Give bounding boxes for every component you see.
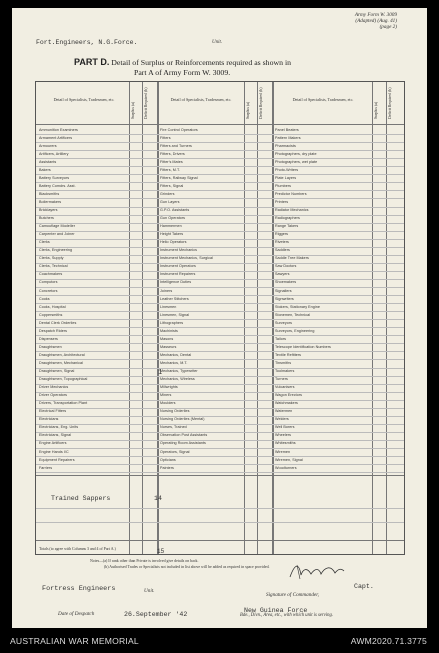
col3-item: Welders — [275, 417, 289, 422]
form-page — [12, 8, 427, 628]
col2-item: Miners — [160, 393, 172, 398]
col3-item: Pharmacists — [275, 143, 296, 148]
col1-item: Engine Hands I/C — [39, 449, 69, 454]
col3-item: Signwriters — [275, 296, 294, 301]
col2-item: Operating Room Assistants — [160, 441, 206, 446]
despatch-date: 26.September '42 — [124, 611, 188, 618]
unit-label: Unit. — [212, 40, 223, 45]
col3-item: Photo-Writers — [275, 167, 299, 172]
col1-item: Clerks — [39, 240, 50, 245]
part-label: PART D. — [74, 57, 110, 67]
col3-item: Stokers, Stationary Engine — [275, 304, 320, 309]
col3-item: Riveters — [275, 240, 289, 245]
form-number: Army Form W. 3009 (Adapted) (Aug. 41) (page 2) — [354, 12, 397, 30]
col1-item: Ammunition Examiners — [39, 127, 78, 132]
col1-item: Dispensers — [39, 336, 58, 341]
col2-item: Linesmen, Signal — [160, 312, 190, 317]
despatch-label: Date of Despatch — [58, 611, 95, 617]
col2-item: Machinists — [160, 328, 178, 333]
trained-sappers-value: 14 — [154, 495, 162, 502]
col3-item: Sawyers — [275, 272, 290, 277]
col2-item: Joiners — [160, 288, 173, 293]
col3-item: Signallers — [275, 288, 292, 293]
col3-item: Turners — [275, 377, 288, 382]
notes: Notes—(a) If rank other than Private is involved give details on back. (b) Authorised Trades or Specialists not included in list above will be added as required in space provided. — [90, 559, 270, 569]
col3-item: Panel Beaters — [275, 127, 299, 132]
col2-item: Intelligence Duties — [160, 280, 192, 285]
col2-item: Mechanics, Wireless — [160, 377, 195, 382]
col1-item: Coachmakers — [39, 272, 63, 277]
col3-item: Photographers, dry plate — [275, 151, 317, 156]
col2-item: Mechanics, Typewriter — [160, 369, 198, 373]
col1-item: Butchers — [39, 216, 54, 221]
col2-item: Instrument Mechanics, Surgical — [160, 256, 213, 261]
col2-item: Fitters, Signal — [160, 183, 184, 188]
col1-item: Clerks, Engineering — [39, 248, 73, 253]
col2-item: Gun Operators — [160, 216, 186, 221]
formation-typed: New Guinea Force — [244, 607, 308, 614]
col1-item: Draughtsmen, Signal — [39, 369, 75, 373]
col3-item: Riggers — [275, 232, 289, 237]
col3-item: Radiator Mechanics — [275, 208, 309, 212]
trained-sappers-label: Trained Sappers — [51, 495, 111, 502]
col1-item: Battery Surveyors — [39, 175, 70, 180]
col1-item: Draughtsmen, Mechanical — [39, 360, 83, 365]
col1-item: Clerks, Technical — [39, 264, 68, 269]
col1-item: Camouflage Modeller — [39, 224, 75, 229]
col1-header: Detail of Specialists, Tradesmen, etc. — [53, 97, 115, 102]
col2-item: Operators, Signal — [160, 449, 190, 454]
col2-deficit-header: Deficit Required (b) — [259, 87, 263, 119]
col1-item: Engine Artificers — [39, 441, 67, 446]
col1-item: Blacksmiths — [39, 191, 60, 196]
col2-item: Masons — [160, 336, 174, 341]
col3-item: Plate Layers — [275, 175, 297, 180]
col3-item: Shoemakers — [275, 280, 297, 285]
col3-item: Saddlers — [275, 248, 290, 253]
col2-item: Moulders — [160, 401, 176, 406]
col2-item: Masseurs — [160, 344, 177, 349]
col2-item: Instrument Mechanics — [160, 248, 198, 253]
col2-item: Fitters, M.T. — [160, 167, 180, 172]
col2-item: G.P.O. Assistants — [160, 208, 190, 212]
col1-item: Clerks, Supply — [39, 256, 64, 261]
col1-item: Armourers — [39, 143, 57, 148]
col1-item: Draughtsmen, Architectural — [39, 352, 85, 357]
col1-item: Cooks, Hospital — [39, 304, 66, 309]
col2-item: Fitters, Railway Signal — [160, 175, 198, 180]
col3-item: Tinsmiths — [275, 360, 292, 365]
col3-item: Surveyors, Engineering — [275, 328, 315, 333]
col1-item: Electricians, Eng. Units — [39, 425, 79, 430]
col2-item: Fitters, Drivers — [160, 151, 185, 156]
col1-item: Driver Mechanics — [39, 385, 69, 390]
caption-source: AUSTRALIAN WAR MEMORIAL — [10, 636, 139, 646]
col3-item: Radiographers — [275, 216, 300, 221]
col1-item: Dental Clerk Orderlies — [39, 320, 77, 325]
rank-typed: Capt. — [354, 583, 374, 590]
caption-accession: AWM2020.71.3775 — [350, 636, 427, 646]
col2-item: Painters — [160, 465, 174, 470]
col2-item: Grinders — [160, 191, 175, 196]
col2-item: Nursing Orderlies (Mental) — [160, 417, 205, 422]
col1-item: Bakers — [39, 167, 51, 172]
col3-item: Woodturners — [275, 465, 297, 470]
col1-item: Concretors — [39, 288, 58, 293]
col3-item: Toolmakers — [275, 369, 295, 373]
title-line-1: Detail of Surplus or Reinforcements required as shown in — [111, 58, 292, 67]
col3-item: Telescope Identification Numbers — [275, 344, 331, 349]
col1-deficit-header: Deficit Required (b) — [144, 87, 148, 119]
col3-item: Saw Doctors — [275, 264, 297, 269]
specialists-table — [35, 81, 405, 555]
col2-item: Instrument Operators — [160, 264, 196, 269]
col3-item: Vulcanisers — [275, 385, 295, 390]
col2-item: Mechanics, Dental — [160, 352, 192, 357]
title-line-2: Part A of Army Form W. 3009. — [134, 68, 231, 77]
col2-item: Observation Post Assistants — [160, 433, 208, 438]
col3-item: Wheelers — [275, 433, 291, 438]
unit-typed: Fort.Engineers, N.G.Force. — [36, 39, 138, 46]
col2-item: Opticians — [160, 457, 176, 462]
col1-item: Draughtsmen, Topographical — [39, 377, 88, 382]
col3-item: Whitesmiths — [275, 441, 296, 446]
col2-item: Leather Stitchers — [160, 296, 189, 301]
col1-item: Carpenter and Joiner — [39, 232, 75, 237]
signature-label: Signature of Commander, — [266, 592, 319, 598]
col1-item: Computors — [39, 280, 58, 285]
footer-unit-label: Unit. — [144, 588, 155, 594]
col3-item: Well Borers — [275, 425, 295, 430]
col2-item: Gun Layers — [160, 199, 180, 204]
col1-item: Artificers, Artillery — [39, 151, 69, 156]
draughtsmen-signal-value: 1 — [158, 369, 163, 377]
col1-item: Equipment Repairers — [39, 457, 75, 462]
col2-item: Hammermen — [160, 224, 182, 229]
col2-item: Fitters — [160, 135, 171, 140]
col2-item: Fitters and Turners — [160, 143, 192, 148]
col1-item: Battery Comdrs. Asst. — [39, 183, 76, 188]
col3-deficit-header: Deficit Required (b) — [388, 87, 392, 119]
part-title — [74, 57, 292, 77]
col1-item: Drivers, Transportation Plant — [39, 401, 88, 406]
totals-value: 15 — [157, 548, 165, 555]
col1-item: Draughtsmen — [39, 344, 62, 349]
footer-unit-typed: Fortress Engineers — [42, 585, 116, 593]
col3-item: Printers — [275, 199, 289, 204]
col1-item: Armament Artificers — [39, 135, 73, 140]
col2-item: Height Takers — [160, 232, 184, 237]
col2-item: Millwrights — [160, 385, 178, 390]
col2-item: Mechanics, M.T. — [160, 360, 188, 365]
col3-item: Wiremen — [275, 449, 291, 454]
commander-signature — [287, 559, 347, 583]
col2-item: Instrument Repairers — [160, 272, 196, 277]
col3-item: Saddle Tree Makers — [275, 256, 309, 261]
col1-item: Despatch Riders — [39, 328, 68, 333]
col2-item: Lithographers — [160, 320, 184, 325]
col1-item: Electricians, Signal — [39, 433, 72, 438]
col3-item: Pattern Makers — [275, 135, 301, 140]
col2-item: Nurses, Trained — [160, 425, 187, 430]
col3-item: Stonemen, Technical — [275, 312, 311, 317]
col3-item: Surveyors — [275, 320, 293, 325]
col2-item: Linesmen — [160, 304, 177, 309]
col1-item: Boilermakers — [39, 199, 62, 204]
col1-item: Driver Operators — [39, 393, 68, 398]
col3-item: Plumbers — [275, 183, 291, 188]
col2-item: Nursing Orderlies — [160, 409, 190, 414]
col3-item: Range Takers — [275, 224, 299, 229]
col2-surplus-header: Surplus (a) — [246, 101, 250, 119]
col3-item: Watchmakers — [275, 401, 298, 406]
col3-item: Tailors — [275, 336, 287, 341]
header-divider — [36, 124, 404, 125]
col3-header: Detail of Specialists, Tradesmen, etc. — [292, 97, 354, 102]
col2-item: Helio Operators — [160, 240, 187, 245]
col1-surplus-header: Surplus (a) — [131, 101, 135, 119]
totals-label: Totals (to agree with Columns 3 and 4 of Part A.) — [39, 547, 116, 551]
col3-item: Wagon Erectors — [275, 393, 302, 398]
formation-label: Bde., Divn., Area, etc., with which unit is serving. — [240, 613, 333, 618]
col3-item: Photographers, wet plate — [275, 159, 318, 164]
col3-item: Wiremen, Signal — [275, 457, 303, 462]
col1-item: Farriers — [39, 465, 53, 470]
col2-item: Fitter's Mates — [160, 159, 183, 164]
col1-item: Bricklayers — [39, 208, 58, 212]
col3-item: Textile Refitters — [275, 352, 302, 357]
col2-header: Detail of Specialists, Tradesmen, etc. — [170, 97, 232, 102]
col1-item: Cooks — [39, 296, 50, 301]
unit-line — [36, 39, 223, 46]
col1-item: Coppersmiths — [39, 312, 63, 317]
col1-item: Assistants — [39, 159, 57, 164]
col3-item: Predictor Numbers — [275, 191, 307, 196]
col2-item: Fire Control Operators — [160, 127, 198, 132]
col3-item: Watermen — [275, 409, 293, 414]
col1-item: Electricians — [39, 417, 59, 422]
col1-item: Electrical Fitters — [39, 409, 67, 414]
col3-surplus-header: Surplus (a) — [374, 101, 378, 119]
